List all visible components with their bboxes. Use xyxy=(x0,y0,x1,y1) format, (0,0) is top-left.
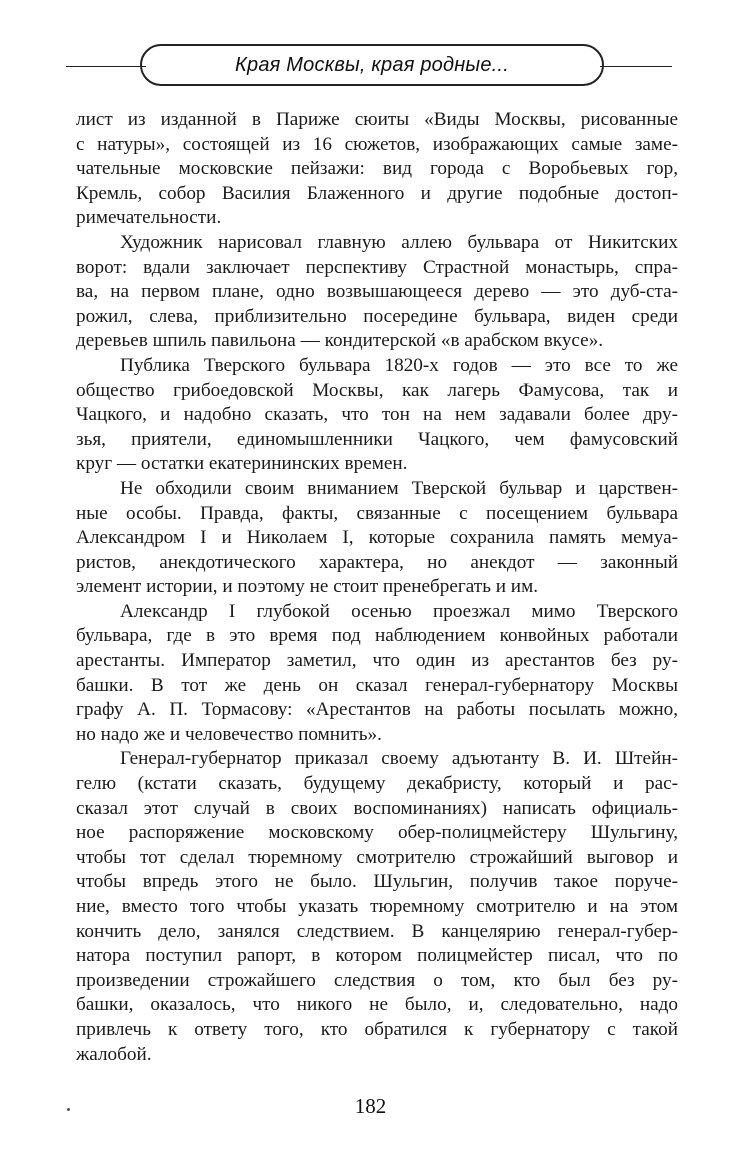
text-line: элемент истории, и поэтому не стоит пренебрегать и им. xyxy=(76,576,539,598)
text-line: натора поступил рапорт, в котором полицмейстер писал, что по xyxy=(76,945,678,967)
text-line: башки. В тот же день он сказал генерал-губернатору Москвы xyxy=(76,674,678,696)
paragraph xyxy=(76,354,678,477)
text-line: зья, приятели, единомышленники Чацкого, чем фамусовский xyxy=(76,428,678,450)
paragraph xyxy=(76,231,678,354)
text-line: башки, оказалось, что никого не было, и, следовательно, надо xyxy=(76,994,678,1016)
text-line: ристов, анекдотического характера, но анекдот — законный xyxy=(76,551,678,573)
text-line: рожил, слева, приблизительно посередине бульвара, виден среди xyxy=(76,305,678,327)
text-line: ва, на первом плане, одно возвышающееся дерево — это дуб-ста- xyxy=(76,281,678,303)
text-line: жалобой. xyxy=(76,1043,152,1065)
body-text xyxy=(76,108,678,1067)
text-line: гелю (кстати сказать, будущему декабристу, который и рас- xyxy=(76,773,678,795)
text-line: лист из изданной в Париже сюиты «Виды Москвы, рисованные xyxy=(76,109,678,130)
paragraph xyxy=(76,477,678,600)
text-line: круг — остатки екатерининских времен. xyxy=(76,453,408,475)
text-line: римечательности. xyxy=(76,207,222,229)
text-line: Генерал-губернатор приказал своему адъютанту В. И. Штейн- xyxy=(120,748,678,770)
text-line: чтобы тот сделал тюремному смотрителю строжайший выговор и xyxy=(76,846,678,868)
text-line: ворот: вдали заключает перспективу Страстной монастырь, спра- xyxy=(76,256,678,278)
page-number: 182 xyxy=(354,1094,387,1118)
text-line: Чацкого, и надобно сказать, что тон на нем задавали более дру- xyxy=(76,404,678,426)
text-line: с натуры», состоящей из 16 сюжетов, изображающих самые заме- xyxy=(76,133,678,155)
text-line: общество грибоедовской Москвы, как лагерь Фамусова, так и xyxy=(76,379,678,401)
paragraph xyxy=(76,600,678,748)
text-line: ное распоряжение московскому обер-полицмейстеру Шульгину, xyxy=(76,822,678,844)
running-header-title: Края Москвы, края родные... xyxy=(235,54,509,76)
text-line: Публика Тверского бульвара 1820-х годов — это все то же xyxy=(120,354,678,376)
text-line: Александр I глубокой осенью проезжал мимо Тверского xyxy=(120,600,678,622)
text-line: Кремль, собор Василия Блаженного и другие подобные достоп- xyxy=(76,182,678,204)
text-line: ние, вместо того чтобы указать тюремному смотрителю и на этом xyxy=(76,896,678,917)
text-line: Не обходили своим вниманием Тверской бульвар и царствен- xyxy=(120,477,678,499)
text-line: чательные московские пейзажи: вид города с Воробьевых гор, xyxy=(76,158,678,180)
text-line: ные особы. Правда, факты, связанные с посещением бульвара xyxy=(76,502,678,524)
text-line: кончить дело, занялся следствием. В канцелярию генерал-губер- xyxy=(76,920,678,942)
text-line: чтобы впредь этого не было. Шульгин, получив такое поруче- xyxy=(76,871,678,893)
text-line: сказал этот случай в своих воспоминаниях) написать официаль- xyxy=(76,797,678,819)
text-line: деревьев шпиль павильона — кондитерской «в арабском вкусе». xyxy=(76,330,604,352)
text-line: но надо же и человечество помнить». xyxy=(76,723,382,745)
text-line: Художник нарисовал главную аллею бульвара от Никитских xyxy=(120,231,678,253)
paragraph xyxy=(76,747,678,1067)
text-line: графу А. П. Тормасову: «Арестантов на работы посылать можно, xyxy=(76,699,678,721)
paragraph xyxy=(76,108,678,231)
text-line: арестанты. Император заметил, что один из арестантов без ру- xyxy=(76,650,678,672)
header-rule-left xyxy=(66,66,146,67)
text-line: бульвара, где в это время под наблюдением конвойных работали xyxy=(76,625,678,647)
text-line: Александром I и Николаем I, которые сохранила память мемуа- xyxy=(76,527,678,549)
text-line: произведении строжайшего следствия о том, кто был без ру- xyxy=(76,969,678,991)
text-line: привлечь к ответу того, кто обратился к губернатору с такой xyxy=(76,1018,678,1040)
header-rule-right xyxy=(600,66,672,67)
